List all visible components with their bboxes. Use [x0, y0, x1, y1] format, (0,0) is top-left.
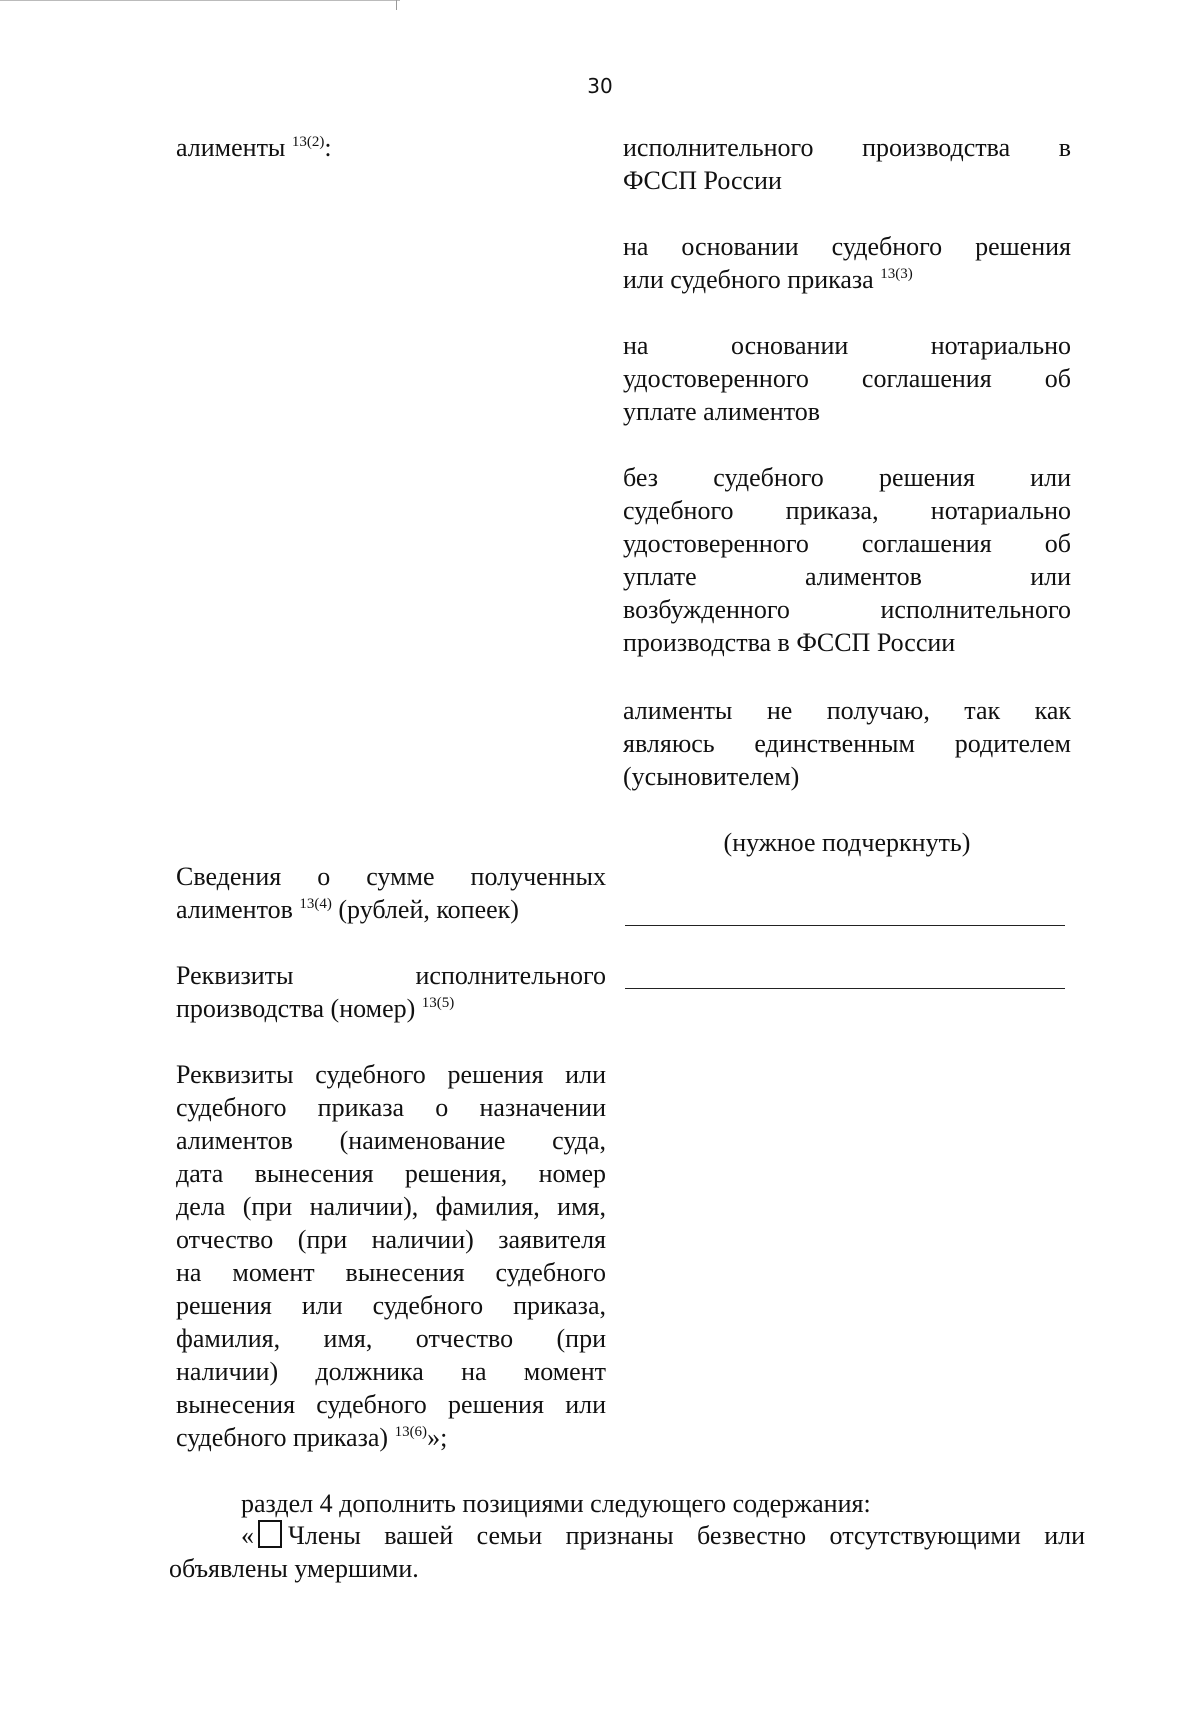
- amount-label-line: алиментов: [176, 895, 293, 924]
- enforcement-field-label: [176, 959, 606, 1025]
- option-line: уплате алиментов: [623, 397, 821, 426]
- scan-artifact-top-line: [0, 0, 400, 1]
- statement-line: объявлены умершими.: [169, 1554, 419, 1583]
- option-notary-agreement: [623, 329, 1071, 428]
- section4-intro: раздел 4 дополнить позициями следующего содержания:: [241, 1489, 871, 1518]
- statement-line: Члены вашей семьи признаны безвестно отсутствующими или: [288, 1521, 1085, 1550]
- option-line: являюсь единственным родителем: [623, 729, 1071, 758]
- court-label-line: Реквизиты судебного решения или: [176, 1060, 606, 1089]
- option-court-decision: [623, 230, 1071, 296]
- court-label-line: судебного приказа): [176, 1423, 389, 1452]
- court-label-line: фамилия, имя, отчество (при: [176, 1324, 606, 1353]
- option-without-decision: [623, 461, 1071, 659]
- court-label-line: вынесения судебного решения или: [176, 1390, 606, 1419]
- court-label-line: отчество (при наличии) заявителя: [176, 1225, 606, 1254]
- footnote-ref: 13(2): [291, 134, 325, 150]
- option-line: судебного приказа, нотариально: [623, 496, 1071, 525]
- option-single-parent: [623, 694, 1071, 793]
- option-line: на основании судебного решения: [623, 232, 1071, 261]
- court-label-line: дела (при наличии), фамилия, имя,: [176, 1192, 606, 1221]
- section4-statement: [169, 1519, 1085, 1585]
- option-line: ФССП России: [623, 166, 782, 195]
- option-line: или судебного приказа: [623, 265, 874, 294]
- footnote-ref: 13(6): [394, 1424, 428, 1440]
- option-line: удостоверенного соглашения об: [623, 364, 1071, 393]
- option-line: возбужденного исполнительного: [623, 595, 1071, 624]
- court-label-line: на момент вынесения судебного: [176, 1258, 606, 1287]
- option-line: производства в ФССП России: [623, 628, 956, 657]
- court-label-line: наличии) должника на момент: [176, 1357, 606, 1386]
- court-label-line: алиментов (наименование суда,: [176, 1126, 606, 1155]
- page-number: 30: [587, 74, 613, 98]
- court-field-label: [176, 1058, 606, 1454]
- amount-label-line: (рублей, копеек): [338, 895, 519, 924]
- alimony-label-suffix: :: [324, 133, 332, 162]
- underline-note: (нужное подчеркнуть): [723, 828, 971, 857]
- option-line: на основании нотариально: [623, 331, 1071, 360]
- option-fssp: [623, 131, 1071, 197]
- footnote-ref: 13(4): [299, 896, 332, 912]
- option-line: уплате алиментов или: [623, 562, 1071, 591]
- footnote-ref: 13(5): [421, 995, 455, 1011]
- alimony-label: [176, 131, 606, 164]
- option-line: (усыновителем): [623, 762, 800, 791]
- amount-input-line[interactable]: [625, 925, 1065, 926]
- option-line: удостоверенного соглашения об: [623, 529, 1071, 558]
- option-line: исполнительного производства в: [623, 133, 1071, 162]
- option-line: без судебного решения или: [623, 463, 1071, 492]
- court-label-line: судебного приказа о назначении: [176, 1093, 606, 1122]
- amount-field-label: [176, 860, 606, 926]
- alimony-label-text: алименты: [176, 133, 286, 162]
- amount-label-line: Сведения о сумме полученных: [176, 862, 606, 891]
- option-line: алименты не получаю, так как: [623, 696, 1071, 725]
- enforcement-label-line: производства (номер): [176, 994, 416, 1023]
- scan-artifact-tick: [396, 0, 397, 10]
- closing-quote: »;: [427, 1423, 448, 1452]
- enforcement-input-line[interactable]: [625, 988, 1065, 989]
- enforcement-label-line: Реквизиты исполнительного: [176, 961, 606, 990]
- checkbox[interactable]: [258, 1520, 282, 1548]
- court-label-line: решения или судебного приказа,: [176, 1291, 606, 1320]
- footnote-ref: 13(3): [880, 266, 913, 282]
- open-quote: «: [241, 1521, 254, 1550]
- court-label-line: дата вынесения решения, номер: [176, 1159, 606, 1188]
